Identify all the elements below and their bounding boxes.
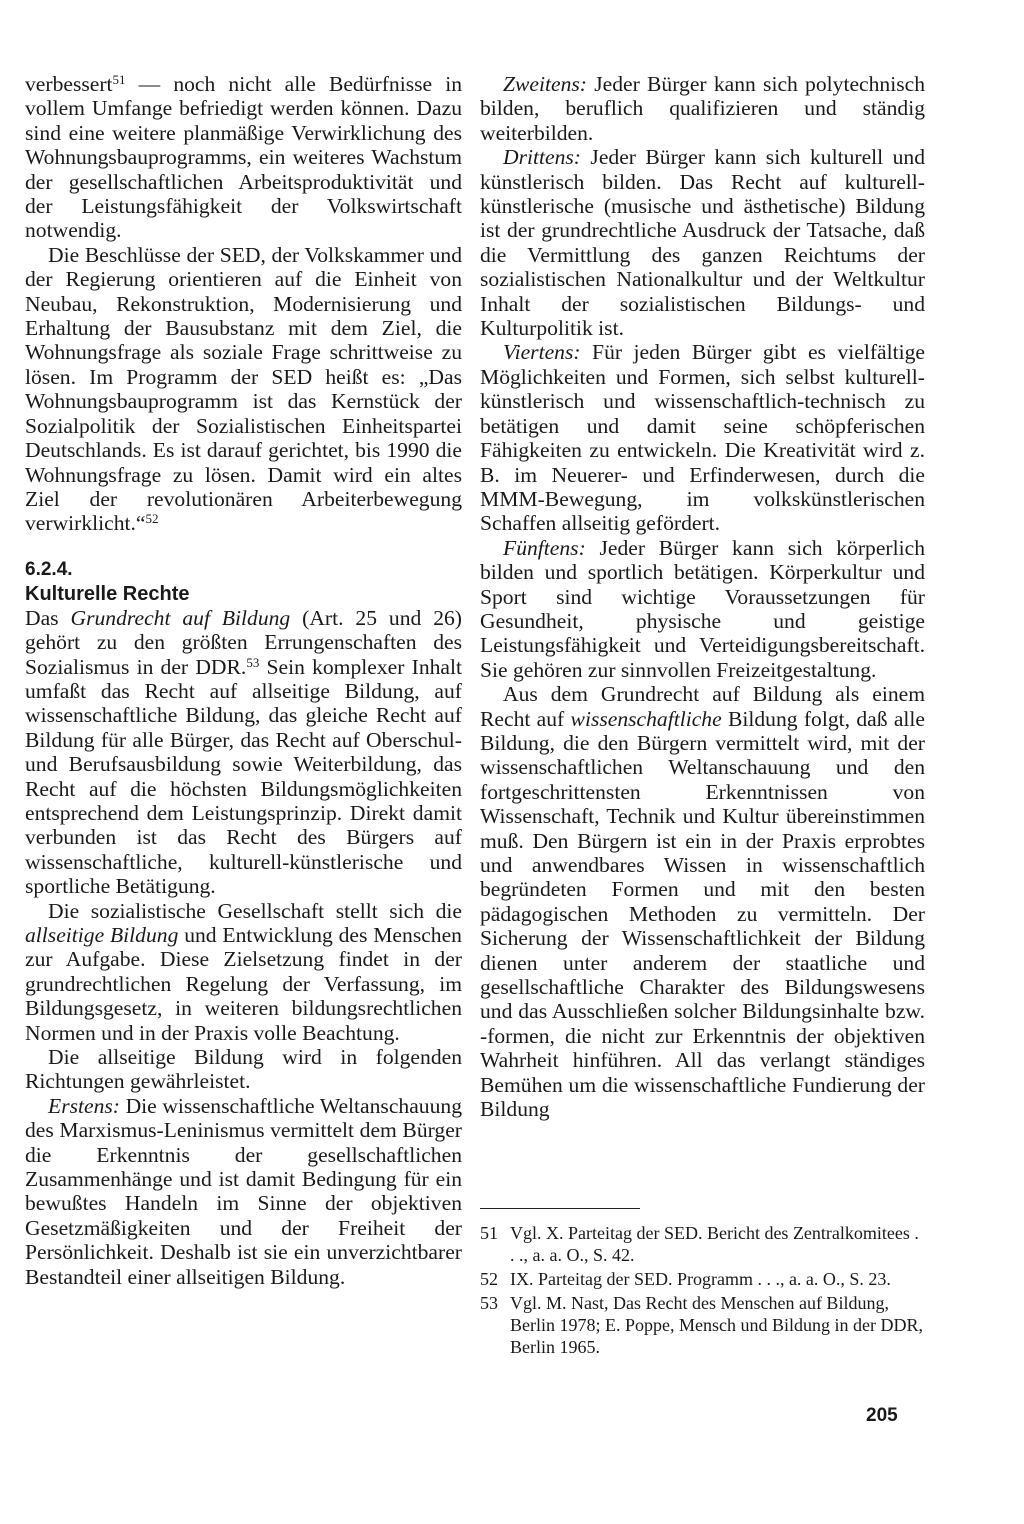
footnote-text: Vgl. X. Parteitag der SED. Bericht des Zentralkomitees . . ., a. a. O., S. 42. — [510, 1223, 919, 1265]
paragraph: Zweitens: Jeder Bürger kann sich polytechnisch bilden, beruflich qualifizieren und ständig weiterbilden. — [480, 72, 925, 145]
footnote-ref[interactable]: 53 — [246, 654, 260, 670]
footnote — [480, 1268, 925, 1290]
paragraph: Fünftens: Jeder Bürger kann sich körperlich bilden und sportlich betätigen. Körperkultur und Sport sind wichtige Voraussetzungen für Gesundheit, physische und geistige Leistungsfähigkeit und Verteidigungsbereitschaft. Sie gehören zur sinnvollen Freizeitgestaltung. — [480, 535, 925, 682]
footnote-text: Vgl. M. Nast, Das Recht des Menschen auf Bildung, Berlin 1978; E. Poppe, Mensch und Bildung in der DDR, Berlin 1965. — [510, 1293, 923, 1357]
paragraph: Die allseitige Bildung wird in folgenden Richtungen gewährleistet. — [25, 1045, 462, 1094]
paragraph: Aus dem Grundrecht auf Bildung als einem Recht auf wissenschaftliche Bildung folgt, daß alle Bildung, die den Bürgern vermittelt wird, mit der wissenschaftlichen Weltanschauung und den fortgeschrittensten Erkenntnissen von Wissenschaft, Technik und Kultur übereinstimmen muß. Den Bürgern ist ein in der Praxis erprobtes und anwendbares Wissen in wissenschaftlich begründeten Formen und mit den besten pädagogischen Methoden zu vermitteln. Der Sicherung der Wissenschaftlichkeit der Bildung dienen unter anderem der staatliche und gesellschaftliche Charakter des Bildungswesens und das Ausschließen solcher Bildungsinhalte bzw. -formen, die nicht zur Erkenntnis der objektiven Wahrheit hinführen. All das verlangt ständiges Bemühen um die wissenschaftliche Fundierung der Bildung — [480, 682, 925, 1122]
section-title: Kulturelle Rechte — [25, 582, 190, 605]
paragraph: Das Grundrecht auf Bildung (Art. 25 und 26) gehört zu den größten Errungenschaften des Sozialismus in der DDR.$^{53}$ Sein komplexer Inhalt umfaßt das Recht auf allseitige Bildung, auf wissenschaftliche Bildung, das gleiche Recht auf Bildung für alle Bürger, das Recht auf Oberschul- und Berufsausbildung sowie Weiterbildung, das Recht auf die höchsten Bildungsmöglichkeiten entsprechend dem Leistungsprinzip. Direkt damit verbunden ist das Recht des Bürgers auf wissenschaftliche, kulturell-künstlerische und sportliche Betätigung. — [25, 605, 462, 899]
footnote-divider — [480, 1208, 640, 1209]
footnote-number: 51 — [480, 1223, 498, 1243]
paragraph: Die Beschlüsse der SED, der Volkskammer und der Regierung orientieren auf die Einheit von Neubau, Rekonstruktion, Modernisierung und Erhaltung der Bausubstanz mit dem Ziel, die Wohnungsfrage als soziale Frage schrittweise zu lösen. Im Programm der SED heißt es: „Das Wohnungsbauprogramm ist das Kernstück der Sozialpolitik der Sozialistischen Einheitspartei Deutschlands. Es ist darauf gerichtet, bis 1990 die Wohnungsfrage zu lösen. Damit wird ein altes Ziel der revolutionären Arbeiterbewegung verwirklicht.“$^{52}$ — [25, 242, 462, 536]
footnote-text: IX. Parteitag der SED. Programm . . ., a. a. O., S. 23. — [510, 1269, 891, 1289]
paragraph: Viertens: Für jeden Bürger gibt es vielfältige Möglichkeiten und Formen, sich selbst kulturell-künstlerisch und wissenschaftlich-technisch zu betätigen und damit seine schöpferischen Fähigkeiten zu entwickeln. Die Kreativität wird z. B. im Neuerer- und Erfinderwesen, durch die MMM-Bewegung, im volkskünstlerischen Schaffen allseitig gefördert. — [480, 340, 925, 536]
paragraph: Die sozialistische Gesellschaft stellt sich die allseitige Bildung und Entwicklung des Menschen zur Aufgabe. Diese Zielsetzung findet in der grundrechtlichen Regelung der Verfassung, im Bildungsgesetz, in weiteren bildungsrechtlichen Normen und in der Praxis volle Beachtung. — [25, 898, 462, 1045]
footnote — [480, 1222, 925, 1266]
footnote — [480, 1292, 925, 1358]
footnote-ref[interactable]: 52 — [145, 511, 159, 527]
paragraph: verbessert$^{51}$ — noch nicht alle Bedürfnisse in vollem Umfange befriedigt werden können. Dazu sind eine weitere planmäßige Verwirklichung des Wohnungsbauprogramms, ein weiteres Wachstum der gesellschaftlichen Arbeitsproduktivität und der Leistungsfähigkeit der Volkswirtschaft notwendig. — [25, 72, 462, 243]
footnote-number: 52 — [480, 1269, 498, 1289]
right-column — [480, 72, 925, 1121]
footnotes — [480, 1222, 925, 1360]
section-number: 6.2.4. — [25, 558, 73, 580]
footnote-ref[interactable]: 51 — [112, 72, 126, 87]
left-column — [25, 72, 462, 1289]
paragraph: Drittens: Jeder Bürger kann sich kulturell und künstlerisch bilden. Das Recht auf kulturell-künstlerische (musische und ästhetische) Bildung ist der grundrechtliche Ausdruck der Tatsache, daß die Vermittlung des ganzen Reichtums der sozialistischen Nationalkultur und der Weltkultur Inhalt der sozialistischen Bildungs- und Kulturpolitik ist. — [480, 145, 925, 341]
footnote-number: 53 — [480, 1293, 498, 1313]
page-number: 205 — [866, 1405, 898, 1426]
paragraph: Erstens: Die wissenschaftliche Weltanschauung des Marxismus-Leninismus vermittelt dem Bürger die Erkenntnis der gesellschaftlichen Zusammenhänge und ist damit Bedingung für ein bewußtes Handeln im Sinne der objektiven Gesetzmäßigkeiten und der Freiheit der Persönlichkeit. Deshalb ist sie ein unverzichtbarer Bestandteil einer allseitigen Bildung. — [25, 1093, 462, 1289]
